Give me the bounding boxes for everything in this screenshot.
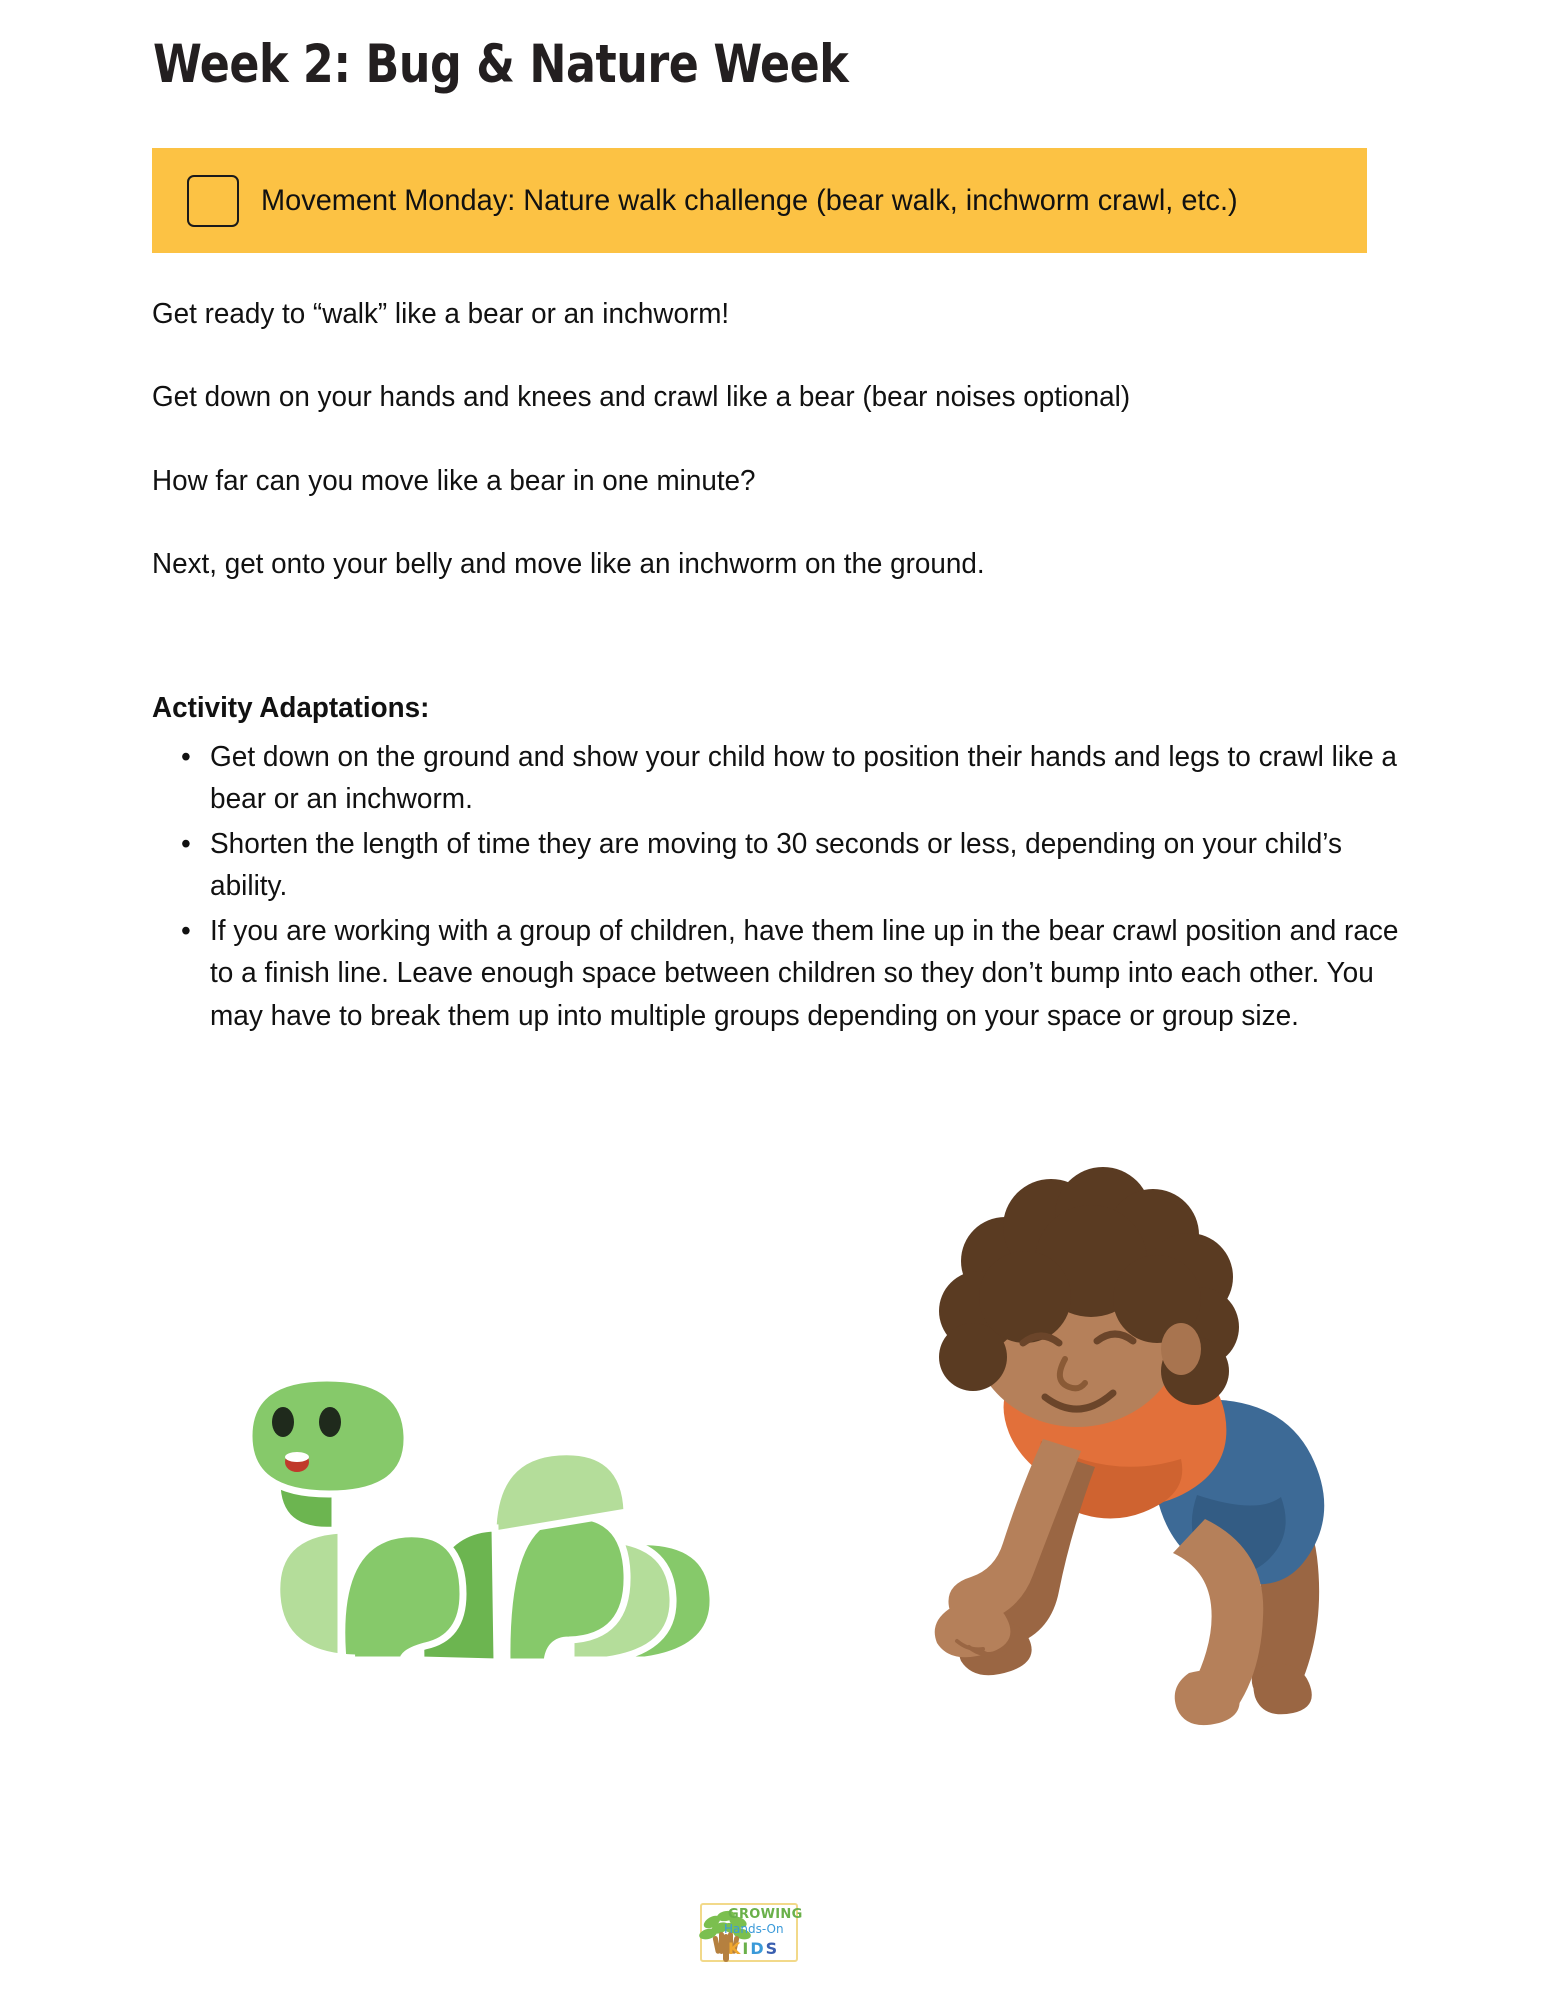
- list-item-text: If you are working with a group of children, have them line up in the bear crawl position and race to a finish line. Leave enough space between children so they don’t bump into each other. You may have to break them up into multiple groups depending on your space or group size.: [210, 914, 1399, 1032]
- logo-letter-d: D: [750, 1939, 766, 1958]
- logo-letter-i: I: [742, 1939, 751, 1958]
- bear-crawl-child-icon: [845, 1165, 1395, 1745]
- page-title: Week 2: Bug & Nature Week: [153, 34, 849, 95]
- logo-letter-k: K: [728, 1939, 743, 1958]
- logo-letter-s: S: [765, 1939, 780, 1958]
- paragraph: Get down on your hands and knees and crawl like a bear (bear noises optional): [152, 381, 1131, 414]
- inchworm-eye-right: [319, 1407, 341, 1437]
- list-item: [181, 910, 1399, 1037]
- activity-checkbox[interactable]: [187, 175, 239, 227]
- adaptations-list: [152, 736, 1442, 1039]
- inchworm-icon: [175, 1360, 730, 1680]
- illustration-area: [0, 1140, 1545, 1860]
- inchworm-eye-left: [272, 1407, 294, 1437]
- bullet-glyph: •: [181, 914, 191, 947]
- paragraph: How far can you move like a bear in one minute?: [152, 464, 756, 497]
- list-item-text: Shorten the length of time they are moving to 30 seconds or less, depending on your child’s ability.: [210, 827, 1343, 903]
- logo-text-growing: GROWING: [728, 1907, 803, 1922]
- activity-banner-label: Movement Monday: Nature walk challenge (bear walk, inchworm crawl, etc.): [261, 183, 1238, 217]
- list-item: [181, 823, 1399, 908]
- logo-text-hands-on: Hands-On: [724, 1922, 784, 1936]
- body-paragraphs: [152, 296, 1382, 582]
- activity-banner: [152, 148, 1367, 253]
- list-item-text: Get down on the ground and show your child how to position their hands and legs to crawl like a bear or an inchworm.: [210, 741, 1397, 816]
- paragraph: Next, get onto your belly and move like an inchworm on the ground.: [152, 547, 985, 580]
- adaptations-heading: Activity Adaptations:: [152, 692, 430, 724]
- list-item: [181, 736, 1399, 821]
- logo-text-kids: [728, 1939, 779, 1958]
- paragraph: Get ready to “walk” like a bear or an inchworm!: [152, 298, 730, 330]
- bullet-glyph: •: [181, 827, 191, 860]
- bullet-glyph: •: [181, 741, 191, 773]
- brand-logo: [672, 1900, 802, 1970]
